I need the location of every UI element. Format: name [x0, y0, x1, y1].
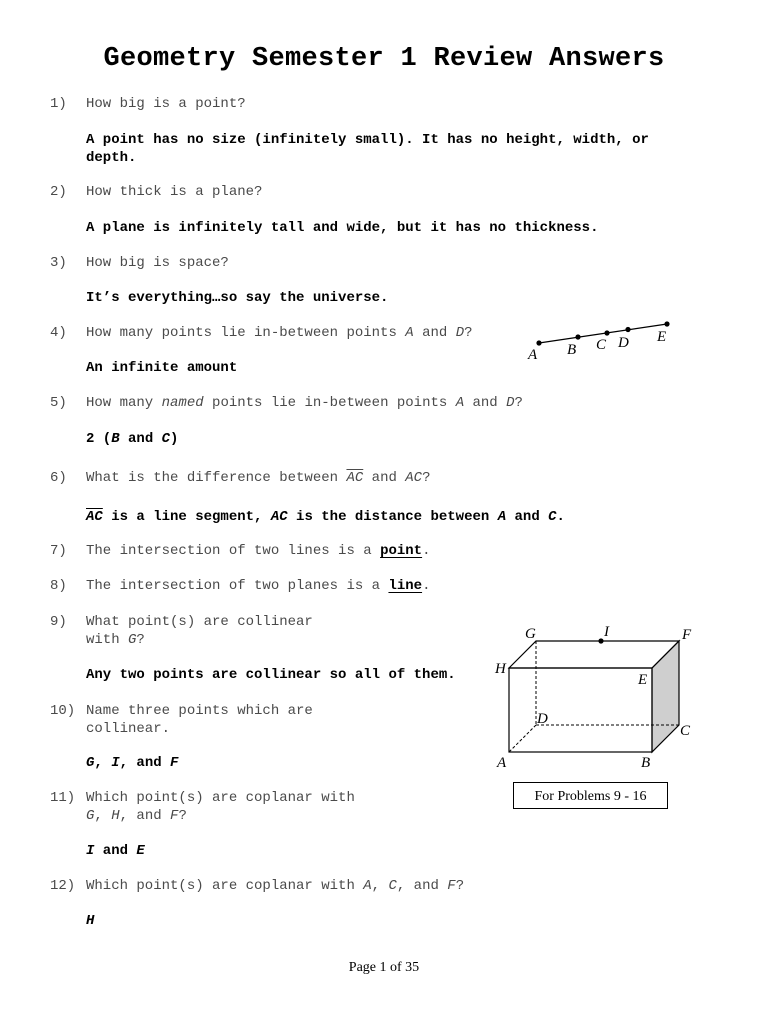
question-number: 5) — [50, 395, 67, 411]
question-text: How many points lie in-between points A and D? — [86, 325, 473, 341]
question-number: 9) — [50, 614, 67, 630]
question-number: 6) — [50, 470, 67, 486]
question-text: The intersection of two planes is a line. — [86, 578, 431, 594]
answer-12: H — [86, 913, 95, 929]
question-number: 12) — [50, 878, 76, 894]
question-text-line-2: G, H, and F? — [86, 808, 187, 824]
answer-3: It’s everything…so say the universe. — [86, 290, 389, 306]
front-face — [509, 668, 652, 752]
answer-10: G, I, and F — [86, 755, 179, 771]
label-d: D — [537, 711, 548, 727]
question-number: 7) — [50, 543, 67, 559]
right-face — [652, 641, 679, 752]
top-face — [509, 641, 679, 668]
question-number: 3) — [50, 255, 67, 271]
point-e — [664, 321, 669, 326]
answer-9: Any two points are collinear so all of them. — [86, 667, 456, 683]
question-text-line-1: What point(s) are collinear — [86, 614, 313, 630]
answer-5: 2 (B and C) — [86, 431, 179, 447]
answer-8: line — [388, 578, 423, 594]
answer-1-line-1: A point has no size (infinitely small). It has no height, width, or — [86, 132, 649, 148]
figure-caption: For Problems 9 - 16 — [513, 782, 668, 809]
question-text: How big is space? — [86, 255, 229, 271]
question-text: The intersection of two lines is a point. — [86, 543, 431, 559]
answer-1-line-2: depth. — [86, 150, 137, 166]
label-a: A — [497, 755, 507, 771]
question-text: What is the difference between $\overline{AC}$ and AC? — [86, 470, 431, 486]
label-f: F — [682, 627, 692, 643]
label-i: I — [604, 624, 609, 640]
point-d — [625, 327, 630, 332]
question-number: 2) — [50, 184, 67, 200]
question-number: 10) — [50, 703, 76, 719]
question-text-line-1: Name three points which are — [86, 703, 313, 719]
answer-4: An infinite amount — [86, 360, 238, 376]
label-g: G — [525, 626, 536, 642]
question-number: 1) — [50, 96, 67, 112]
question-number: 11) — [50, 790, 76, 806]
label-e: E — [657, 329, 667, 345]
answer-2: A plane is infinitely tall and wide, but it has no thickness. — [86, 220, 599, 236]
segment-notation: $\overline{AC}$ — [86, 509, 103, 525]
label-c: C — [680, 723, 691, 739]
label-a: A — [528, 347, 538, 363]
label-d: D — [618, 335, 629, 351]
segment-notation: $\overline{AC}$ — [346, 470, 364, 486]
label-h: H — [495, 661, 506, 677]
point-b — [575, 334, 580, 339]
label-c: C — [596, 337, 607, 353]
point-i — [598, 638, 603, 643]
answer-6: $\overline{AC}$ is a line segment, AC is the distance between A and C. — [86, 509, 565, 525]
answer-11: I and E — [86, 843, 145, 859]
question-text: How many named points lie in-between points A and D? — [86, 395, 523, 411]
question-text: How thick is a plane? — [86, 184, 263, 200]
page-footer: Page 1 of 35 — [348, 960, 420, 975]
point-c — [604, 330, 609, 335]
rectangular-prism-figure — [490, 620, 700, 775]
question-text: How big is a point? — [86, 96, 246, 112]
answer-7: point — [380, 543, 423, 559]
question-text: Which point(s) are coplanar with A, C, and F? — [86, 878, 465, 894]
point-a — [536, 340, 541, 345]
question-number: 8) — [50, 578, 67, 594]
question-text-line-1: Which point(s) are coplanar with — [86, 790, 355, 806]
collinear-points-figure — [520, 315, 680, 367]
question-number: 4) — [50, 325, 67, 341]
question-text-line-2: with G? — [86, 632, 145, 648]
page-title: Geometry Semester 1 Review Answers — [103, 44, 665, 74]
question-text-line-2: collinear. — [86, 721, 171, 737]
label-e: E — [638, 672, 648, 688]
label-b: B — [641, 755, 651, 771]
label-b: B — [567, 342, 577, 358]
